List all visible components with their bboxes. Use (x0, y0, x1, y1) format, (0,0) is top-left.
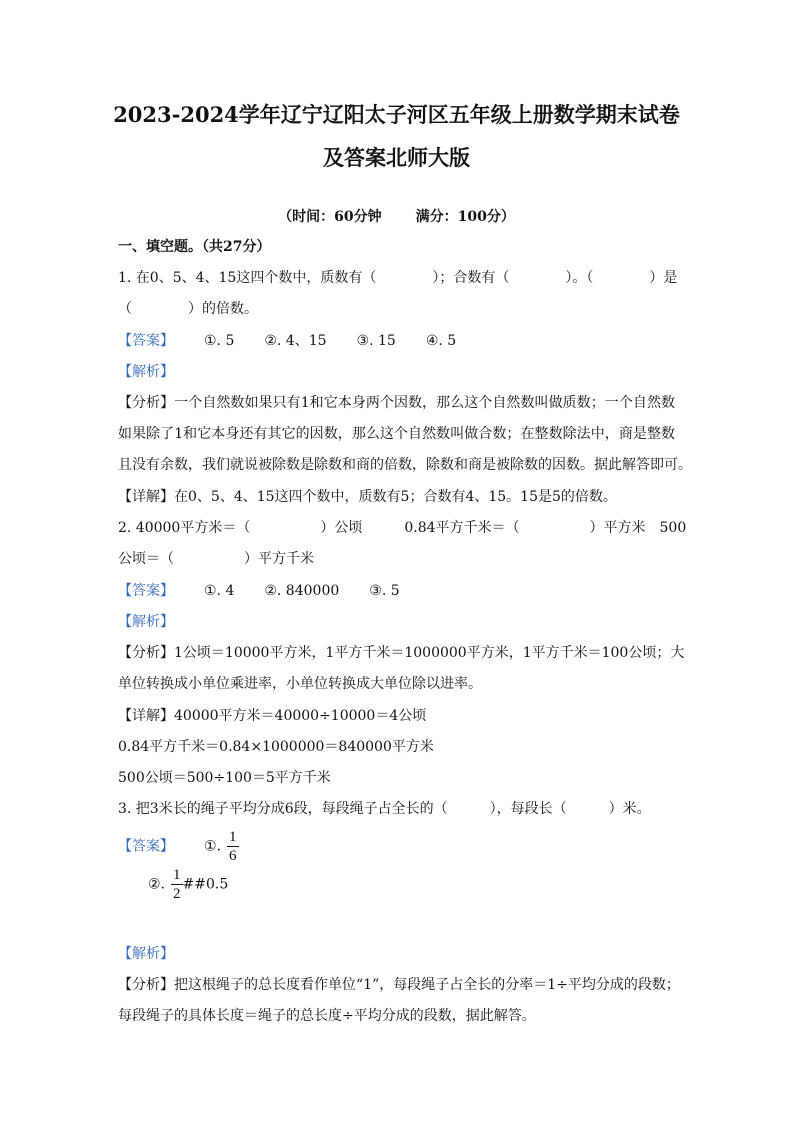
q2-analysis-line-2: 单位转换成小单位乘进率，小单位转换成大单位除以进率。 (118, 676, 482, 692)
q3-answer-2-row (148, 866, 228, 903)
q2-detail-line-1: 【详解】40000平方米＝40000÷10000＝4公顷 (118, 708, 427, 724)
fraction-numerator: 1 (229, 829, 237, 845)
analysis-tag: 【分析】 (118, 977, 174, 993)
q1-line-2: （ ）的倍数。 (118, 301, 258, 317)
detail-tag: 【详解】 (118, 708, 174, 724)
detail-tag: 【详解】 (118, 489, 174, 505)
q3-answer-1-fraction (227, 828, 239, 865)
q1-answer-1: ①. 5 (204, 333, 235, 349)
q2-line-2: 公顷＝（ ）平方千米 (118, 551, 314, 567)
analysis-label: 【解析】 (118, 614, 174, 630)
section-heading: 一、填空题。（共27分） (118, 239, 271, 255)
q1-answer-2: ②. 4、15 (264, 333, 327, 349)
q2-answer-2: ②. 840000 (264, 583, 340, 599)
q3-analysis-line-2: 每段绳子的具体长度＝绳子的总长度÷平均分成的段数，据此解答。 (118, 1008, 536, 1024)
exam-score: 满分：100分） (415, 209, 515, 225)
analysis-label: 【解析】 (118, 364, 174, 380)
fraction-denominator: 2 (173, 886, 181, 902)
q1-analysis-line-2: 如果除了1和它本身还有其它的因数，那么这个自然数叫做合数；在整数除法中，商是整数 (118, 426, 675, 442)
analysis-tag: 【分析】 (118, 645, 174, 661)
fraction-denominator: 6 (229, 848, 237, 864)
q1-line-1: 1. 在0、5、4、15这四个数中，质数有（ ）；合数有（ ）。（ ）是 (118, 270, 678, 286)
answer-label: 【答案】 (118, 583, 174, 599)
answer-label: 【答案】 (118, 838, 174, 855)
analysis-label: 【解析】 (118, 946, 174, 962)
q2-answer-1: ①. 4 (204, 583, 235, 599)
q2-answer-3: ③. 5 (369, 583, 400, 599)
q3-line-1: 3. 把3米长的绳子平均分成6段，每段绳子占全长的（ ），每段长（ ）米。 (118, 801, 651, 817)
q2-detail-line-3: 500公顷＝500÷100＝5平方千米 (118, 770, 331, 786)
q1-answer-4: ④. 5 (425, 333, 457, 349)
q2-answer (118, 581, 400, 601)
q1-analysis-line-1: 【分析】一个自然数如果只有1和它本身两个因数，那么这个自然数叫做质数；一个自然数 (118, 395, 676, 411)
q3-answer-2-fraction (171, 866, 183, 903)
fraction-numerator: 1 (173, 867, 181, 883)
answer-label: 【答案】 (118, 333, 174, 349)
title-line-1: 2023-2024学年辽宁辽阳太子河区五年级上册数学期末试卷 (113, 102, 680, 127)
q3-answer-2-suffix: ##0.5 (182, 876, 229, 893)
q2-detail-line-2: 0.84平方千米＝0.84×1000000＝840000平方米 (118, 739, 434, 755)
q1-analysis-line-3: 且没有余数，我们就说被除数是除数和商的倍数，除数和商是被除数的因数。据此解答即可。 (118, 457, 692, 473)
q3-answer-2-prefix: ②. (148, 876, 166, 893)
q2-line-1: 2. 40000平方米＝（ ）公顷 0.84平方千米＝（ ）平方米 500 (118, 520, 687, 536)
q3-analysis-line-1: 【分析】把这根绳子的总长度看作单位“1”，每段绳子占全长的分率＝1÷平均分成的段数； (118, 977, 680, 993)
q3-answer-1-row (118, 828, 239, 865)
exam-meta (40, 206, 753, 226)
analysis-tag: 【分析】 (118, 395, 175, 411)
exam-time: （时间：60分钟 (278, 209, 382, 225)
title-line-2: 及答案北师大版 (323, 145, 470, 170)
q3-answer-1-prefix: ①. (204, 838, 222, 855)
q2-analysis-line-1: 【分析】1公顷＝10000平方米，1平方千米＝1000000平方米，1平方千米＝100公顷；大 (118, 645, 685, 661)
q1-answer (118, 331, 456, 351)
q1-detail: 【详解】在0、5、4、15这四个数中，质数有5；合数有4、15。15是5的倍数。 (118, 489, 617, 505)
q1-answer-3: ③. 15 (356, 333, 396, 349)
